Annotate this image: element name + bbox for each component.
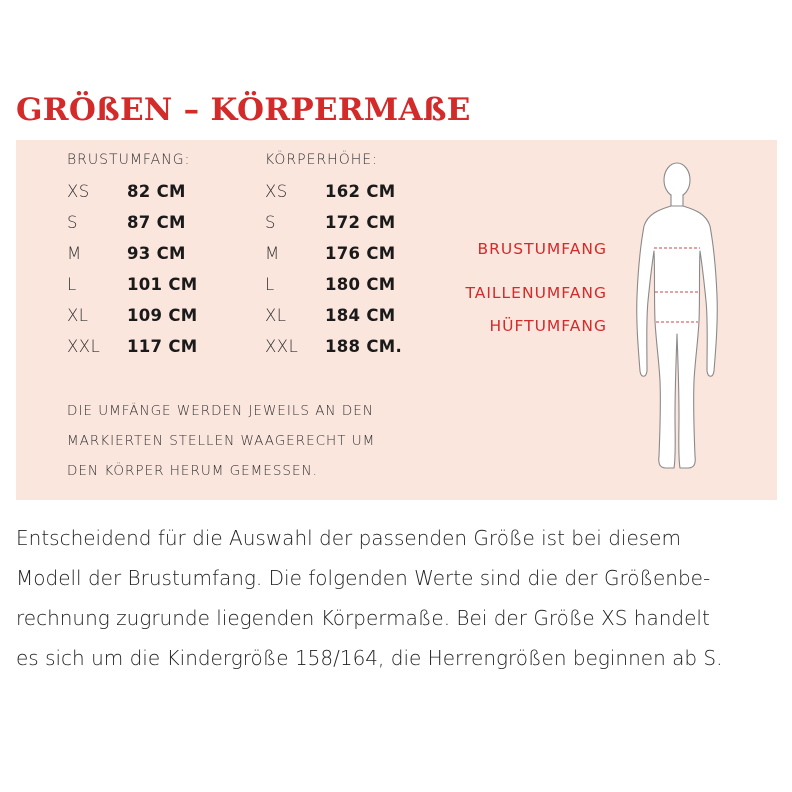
chest-value: 82 CM <box>127 182 186 201</box>
description-line: rechnung zugrunde liegenden Körpermaße. Bei der Größe XS handelt <box>16 606 710 630</box>
chest-value: 101 CM <box>127 275 198 294</box>
size-label: M <box>265 244 280 263</box>
height-value: 184 CM <box>325 306 396 325</box>
size-label: L <box>67 275 77 294</box>
measurement-note <box>67 396 375 486</box>
hip-label: HÜFTUMFANG <box>489 317 607 335</box>
height-value: 176 CM <box>325 244 396 263</box>
chest-value: 117 CM <box>127 337 198 356</box>
height-value: 172 CM <box>325 213 396 232</box>
size-label: XL <box>67 306 89 325</box>
chest-value: 109 CM <box>127 306 198 325</box>
height-header: KÖRPERHÖHE: <box>265 152 378 168</box>
note-line: DIE UMFÄNGE WERDEN JEWEILS AN DEN <box>67 403 374 419</box>
size-label: M <box>67 244 82 263</box>
description <box>16 518 722 678</box>
chest-value: 87 CM <box>127 213 186 232</box>
page-title: GRÖßEN – KÖRPERMAßE <box>16 92 471 128</box>
chest-label: BRUSTUMFANG <box>477 240 607 258</box>
height-value: 162 CM <box>325 182 396 201</box>
chest-value: 93 CM <box>127 244 186 263</box>
size-label: XXL <box>265 337 299 356</box>
size-label: XS <box>67 182 90 201</box>
description-line: es sich um die Kindergröße 158/164, die Herrengrößen beginnen ab S. <box>16 646 723 670</box>
description-line: Entscheidend für die Auswahl der passenden Größe ist bei diesem <box>16 526 681 550</box>
size-label: XS <box>265 182 288 201</box>
height-value: 180 CM <box>325 275 396 294</box>
size-label: S <box>265 213 276 232</box>
size-panel <box>16 140 777 500</box>
note-line: DEN KÖRPER HERUM GEMESSEN. <box>67 463 318 479</box>
note-line: MARKIERTEN STELLEN WAAGERECHT UM <box>67 433 376 449</box>
size-label: XXL <box>67 337 101 356</box>
waist-label: TAILLENUMFANG <box>465 284 607 302</box>
size-label: S <box>67 213 78 232</box>
chest-header: BRUSTUMFANG: <box>67 152 191 168</box>
height-value: 188 CM. <box>325 337 403 356</box>
size-label: XL <box>265 306 287 325</box>
body-figure-icon <box>626 156 736 471</box>
description-line: Modell der Brustumfang. Die folgenden Werte sind die der Größenbe- <box>16 566 711 590</box>
size-label: L <box>265 275 275 294</box>
